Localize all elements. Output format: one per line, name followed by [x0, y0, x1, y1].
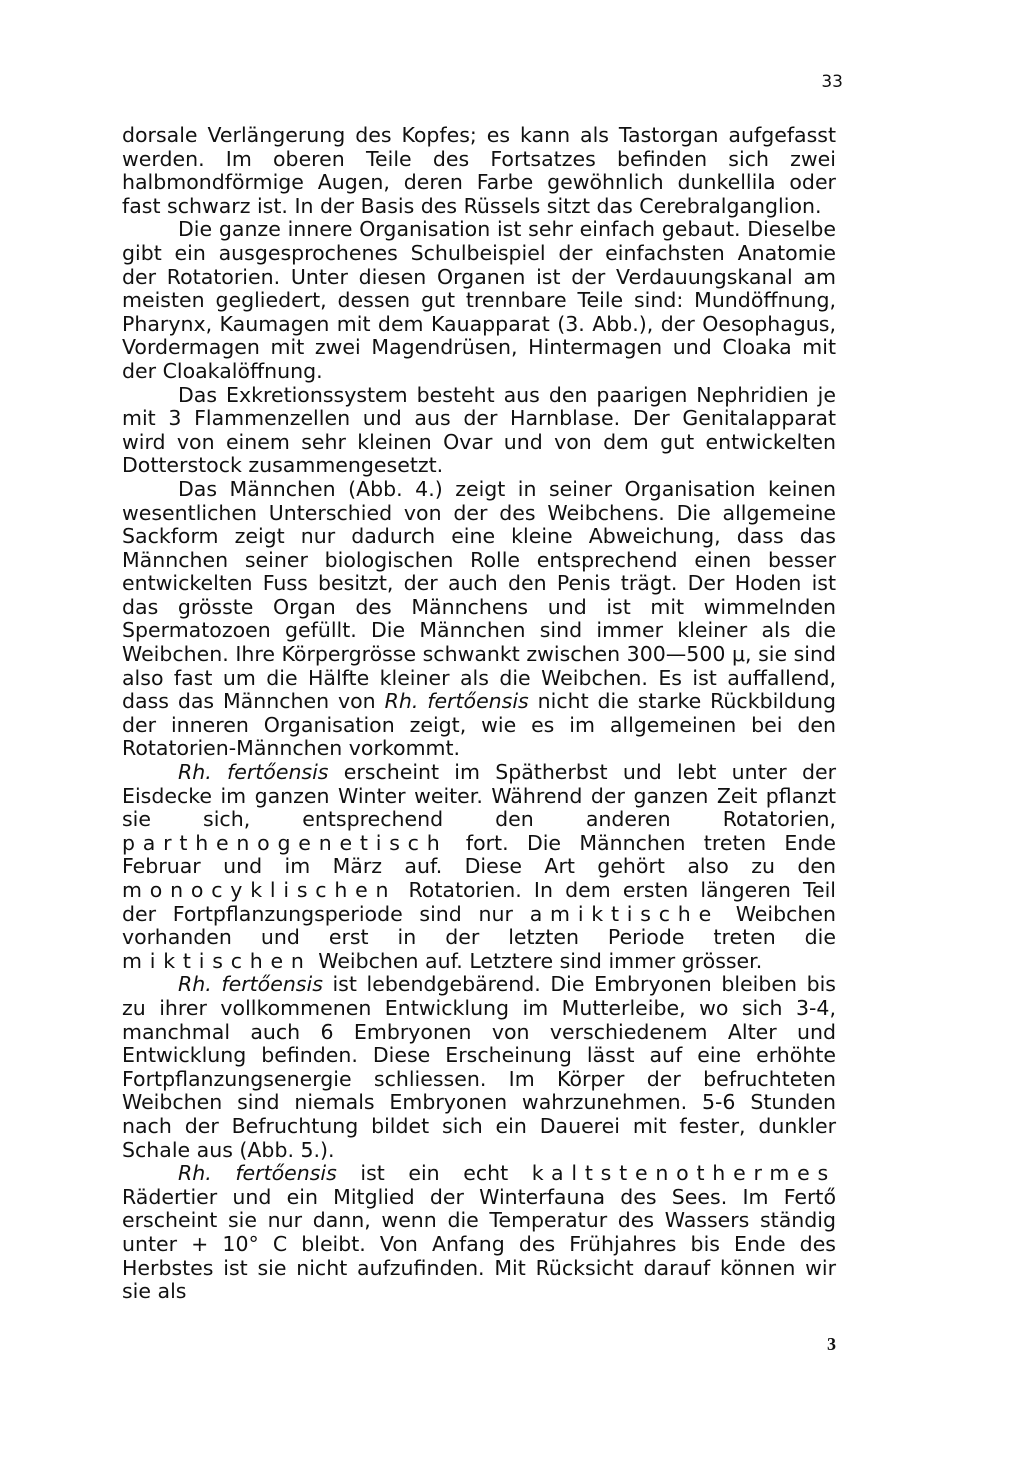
page-number-top: 33 [821, 72, 843, 92]
text-segment: nicht die starke Rückbildung der inneren Organisation zeigt, wie es im allgemeinen bei den Rotatorien-Männchen vorkommt. [122, 689, 836, 761]
text-segment: Die ganze innere Organisation ist sehr einfach gebaut. Dieselbe gibt ein ausgesprochenes Schulbeispiel der einfachsten Anatomie der Rotatorien. Unter diesen Organen ist der Verdauungskanal am meisten gegliedert, dessen gut trennbare Teile sind: Mundöffnung, Pharynx, Kaumagen mit dem Kauapparat (3. Abb.), der Oesophagus, Vordermagen mit zwei Magendrüsen, Hintermagen und Cloaka mit der Cloakalöffnung. [122, 217, 836, 383]
paragraph-p2 [122, 218, 836, 383]
spaced-term: parthenogenetisch [122, 830, 448, 855]
text-segment: dorsale Verlängerung des Kopfes; es kann als Tastorgan aufgefasst werden. Im oberen Teile des Fortsatzes befinden sich zwei halbmondförmige Augen, deren Farbe gewöhnlich dunkellila oder fast schwarz ist. In der Basis des Rüssels sitzt das Cerebralganglion. [122, 123, 836, 218]
body-text [122, 124, 836, 1304]
text-segment: Das Männchen (Abb. 4.) zeigt in seiner Organisation keinen wesentlichen Unterschied von der des Weibchens. Die allgemeine Sackform zeigt nur dadurch eine kleine Abweichung, dass das Männchen seiner biologischen Rolle entsprechend einen besser entwickelten Fuss besitzt, der auch den Penis trägt. Der Hoden ist das grösste Organ des Männchens und ist mit wimmelnden Spermatozoen gefüllt. Die Männchen sind immer kleiner als die Weibchen. Ihre Körpergrösse schwankt zwischen 300—500 μ, sie sind also fast um die Hälfte kleiner als die Weibchen. Es ist auffallend, dass das Männchen von [122, 476, 836, 714]
spaced-term: kaltstenothermes [531, 1161, 836, 1186]
paragraph-p3 [122, 384, 836, 478]
paragraph-p5 [122, 761, 836, 973]
spaced-term: miktischen [122, 948, 312, 973]
species-name: Rh. fertőensis [178, 1161, 337, 1186]
paragraph-p4 [122, 478, 836, 761]
paragraph-p1 [122, 124, 836, 218]
species-name: Rh. fertőensis [384, 689, 529, 714]
text-segment: erscheint im Spätherbst und lebt unter der Eisdecke im ganzen Winter weiter. Während der ganzen Zeit pflanzt sie sich, entsprechend den anderen Rotatorien, [122, 760, 836, 832]
page-number-bottom: 3 [827, 1334, 836, 1354]
spaced-term: amiktische [529, 901, 719, 926]
species-name: Rh. fertőensis [178, 972, 323, 997]
paragraph-p6 [122, 973, 836, 1162]
text-segment: ist ein echt [336, 1161, 532, 1186]
text-segment: Das Exkretionssystem besteht aus den paarigen Nephridien je mit 3 Flammenzellen und aus der Harnblase. Der Genitalapparat wird von einem sehr kleinen Ovar und von dem gut entwickelten Dotterstock zusammengesetzt. [122, 382, 836, 478]
text-segment: Rotatorien. In dem ersten längeren Teil der Fortpflanzungsperiode sind nur [122, 878, 836, 926]
text-segment: Weibchen vorhanden und erst in der letzten Periode treten die [122, 901, 836, 950]
species-name: Rh. fertőensis [178, 760, 329, 785]
text-segment: ist lebendgebärend. Die Embryonen bleiben bis zu ihrer vollkommenen Entwicklung im Mutterleibe, wo sich 3-4, manchmal auch 6 Embryonen von verschiedenem Alter und Entwicklung befinden. Diese Erscheinung lässt auf eine erhöhte Fortpflanzungsenergie schliessen. Im Körper der befruchteten Weibchen sind niemals Embryonen wahrzunehmen. 5-6 Stunden nach der Befruchtung bildet sich ein Dauerei mit fester, dunkler Schale aus (Abb. 5.). [122, 972, 836, 1162]
paragraph-p7 [122, 1162, 836, 1304]
text-segment: fort. Die Männchen treten Ende Februar und im März auf. Diese Art gehört also zu den [122, 830, 836, 879]
spaced-term: monocyklischen [122, 878, 397, 902]
text-segment: Rädertier und ein Mitglied der Winterfauna des Sees. Im Fertő erscheint sie nur dann, wenn die Temperatur des Wassers ständig unter + 10° C bleibt. Von Anfang des Frühjahres bis Ende des Herbstes ist sie nicht aufzufinden. Mit Rücksicht darauf können wir sie als [122, 1184, 836, 1304]
text-segment: Weibchen auf. Letztere sind immer grösser. [311, 948, 763, 973]
